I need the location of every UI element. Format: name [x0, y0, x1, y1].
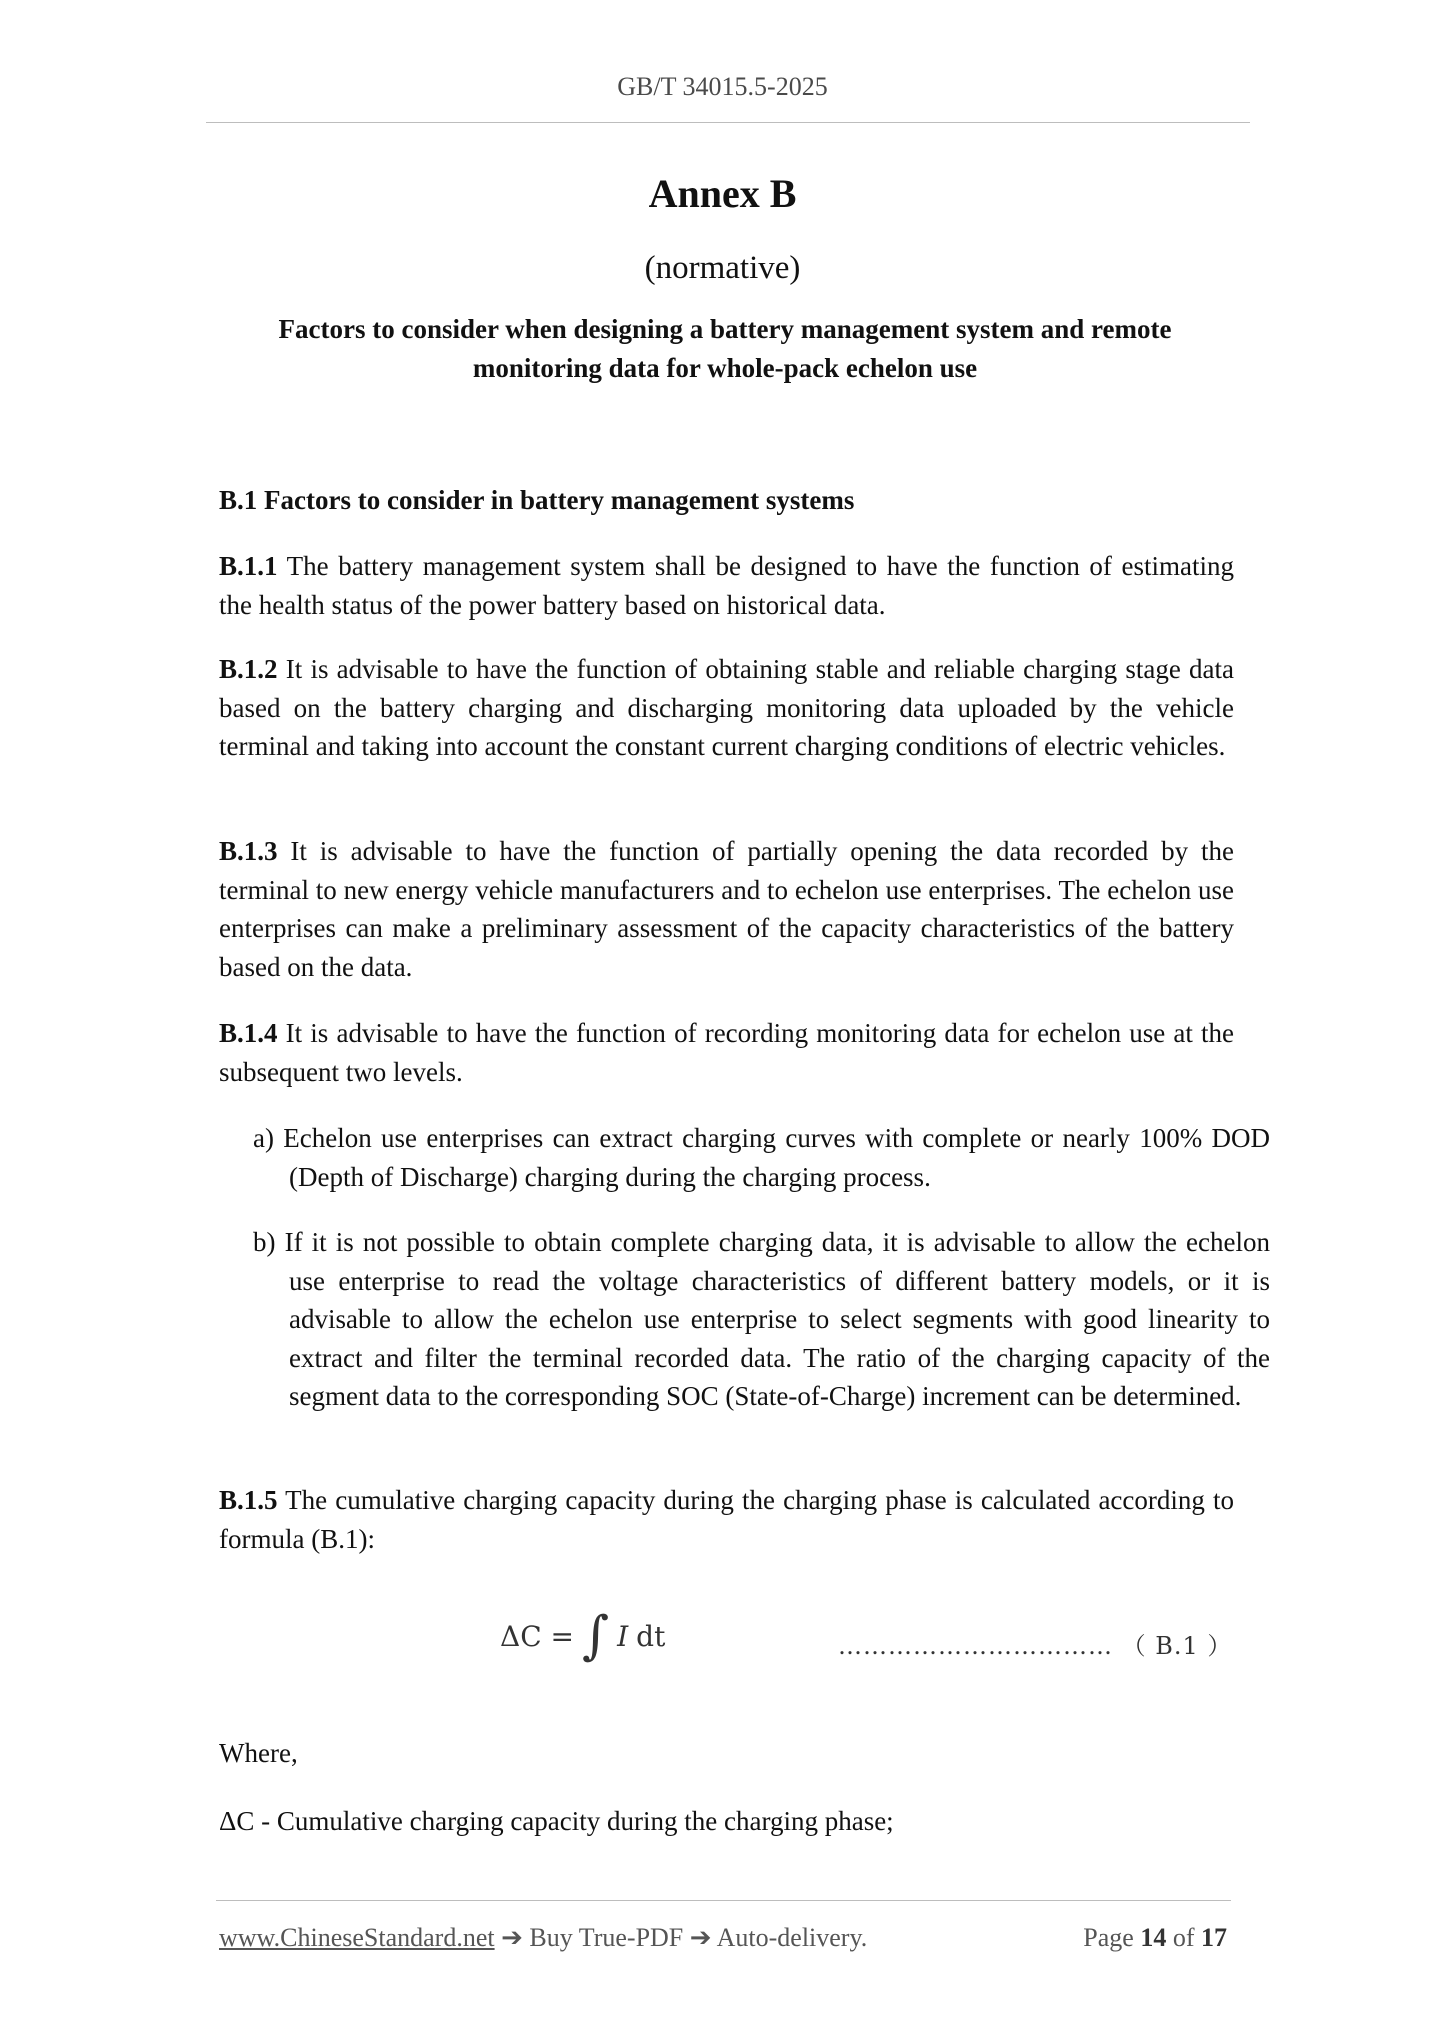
site-link[interactable]: www.ChineseStandard.net	[219, 1923, 495, 1952]
annex-subtitle-line-1: Factors to consider when designing a battery management system and remote	[278, 314, 1172, 344]
clause-b-1-1	[219, 547, 1234, 624]
formula-leader-dots: ……………………………	[838, 1632, 1113, 1660]
of-word: of	[1172, 1923, 1195, 1952]
clause-text: It is advisable to have the function of obtaining stable and reliable charging stage data based on the battery charging and discharging monitoring data uploaded by the vehicle terminal and taking into account the constant current charging conditions of electric vehicles.	[219, 654, 1234, 761]
clause-text: The battery management system shall be designed to have the function of estimating the health status of the power battery based on historical data.	[219, 551, 1234, 620]
variable-definition: ΔC - Cumulative charging capacity during the charging phase;	[219, 1806, 894, 1836]
footer-promo	[219, 1923, 867, 1953]
annex-type: (normative)	[644, 250, 801, 286]
formula-differential: dt	[636, 1619, 666, 1653]
clause-b-1-4	[219, 1014, 1234, 1091]
formula-reference	[838, 1626, 1232, 1661]
section-heading: B.1 Factors to consider in battery management systems	[219, 485, 855, 515]
clause-b-1-5	[219, 1481, 1234, 1558]
list-item-b	[253, 1223, 1270, 1416]
list-item-a	[253, 1119, 1270, 1196]
clause-b-1-3	[219, 832, 1234, 986]
formula-integrand: I	[617, 1619, 629, 1653]
list-marker: b)	[253, 1227, 276, 1257]
clause-text: It is advisable to have the function of partially opening the data recorded by the terminal to new energy vehicle manufacturers and to echelon use enterprises. The echelon use enterprises can make a preliminary assessment of the capacity characteristics of the battery based on the data.	[219, 836, 1234, 982]
clause-text: It is advisable to have the function of recording monitoring data for echelon use at the subsequent two levels.	[219, 1018, 1235, 1087]
annex-subtitle-line-2: monitoring data for whole-pack echelon use	[472, 353, 978, 383]
promo-text: ➔ Buy True-PDF ➔ Auto-delivery.	[494, 1923, 868, 1952]
clause-number: B.1.3	[219, 836, 278, 866]
header-divider	[206, 122, 1250, 123]
list-text: Echelon use enterprises can extract charging curves with complete or nearly 100% DOD (Depth of Discharge) charging during the charging process.	[283, 1123, 1270, 1192]
page-word: Page	[1083, 1923, 1134, 1952]
where-label: Where,	[219, 1738, 298, 1768]
running-header: GB/T 34015.5-2025	[617, 72, 828, 101]
clause-b-1-2	[219, 650, 1234, 766]
list-marker: a)	[253, 1123, 274, 1153]
clause-text: The cumulative charging capacity during the charging phase is calculated according to formula (B.1):	[219, 1485, 1234, 1554]
clause-number: B.1.2	[219, 654, 278, 684]
annex-subtitle	[220, 310, 1230, 388]
clause-number: B.1.5	[219, 1485, 278, 1515]
page-current: 14	[1140, 1923, 1167, 1952]
clause-number: B.1.4	[219, 1018, 278, 1048]
annex-title: Annex B	[648, 171, 797, 216]
formula-number: （ B.1 ）	[1121, 1632, 1233, 1660]
page-indicator	[1083, 1923, 1227, 1953]
footer-divider	[216, 1900, 1231, 1901]
integral-symbol: ∫	[582, 1606, 610, 1666]
formula-b-1	[500, 1606, 666, 1666]
page-total: 17	[1201, 1923, 1227, 1952]
list-text: If it is not possible to obtain complete charging data, it is advisable to allow the echelon use enterprise to read the voltage characteristics of different battery models, or it is advisable to allow the echelon use enterprise to select segments with good linearity to extract and filter the terminal recorded data. The ratio of the charging capacity of the segment data to the corresponding SOC (State-of-Charge) increment can be determined.	[284, 1227, 1270, 1411]
clause-number: B.1.1	[219, 551, 278, 581]
formula-lhs: ΔC =	[500, 1619, 575, 1653]
